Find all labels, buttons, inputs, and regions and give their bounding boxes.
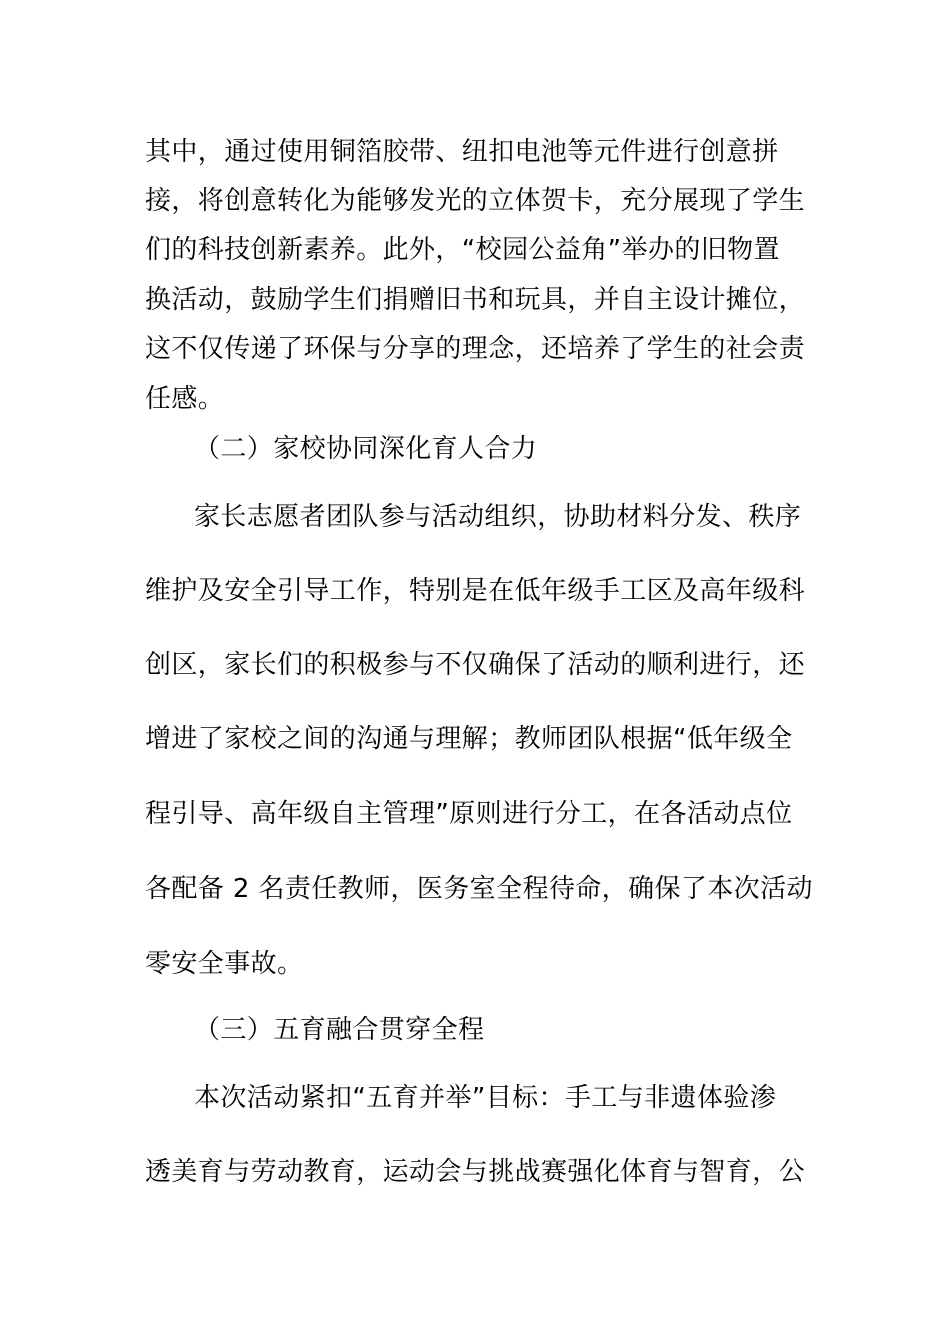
- text-line: 接，将创意转化为能够发光的立体贺卡，充分展现了学生: [145, 186, 806, 216]
- text-line: 程引导、高年级自主管理”原则进行分工，在各活动点位: [145, 799, 793, 829]
- text-line: 任感。: [145, 384, 225, 414]
- text-line: 维护及安全引导工作，特别是在低年级手工区及高年级科: [145, 576, 806, 606]
- text-line: 各配备 2 名责任教师，医务室全程待命，确保了本次活动: [145, 874, 813, 904]
- section-heading-3: （三）五育融合贯穿全程: [194, 1015, 485, 1045]
- text-line: 换活动，鼓励学生们捐赠旧书和玩具，并自主设计摊位，: [145, 285, 806, 315]
- text-line: 这不仅传递了环保与分享的理念，还培养了学生的社会责: [145, 334, 806, 364]
- text-line: 本次活动紧扣“五育并举”目标：手工与非遗体验渗: [194, 1083, 777, 1113]
- text-line: 其中，通过使用铜箔胶带、纽扣电池等元件进行创意拼: [145, 137, 779, 167]
- section-heading-2: （二）家校协同深化育人合力: [194, 434, 538, 464]
- text-line: 创区，家长们的积极参与不仅确保了活动的顺利进行，还: [145, 650, 806, 680]
- text-line: 零安全事故。: [145, 949, 304, 979]
- text-line: 增进了家校之间的沟通与理解；教师团队根据“低年级全: [145, 724, 793, 754]
- text-line: 透美育与劳动教育，运动会与挑战赛强化体育与智育，公: [145, 1157, 806, 1187]
- text-line: 们的科技创新素养。此外，“校园公益角”举办的旧物置: [145, 235, 780, 265]
- text-line: 家长志愿者团队参与活动组织，协助材料分发、秩序: [194, 502, 802, 532]
